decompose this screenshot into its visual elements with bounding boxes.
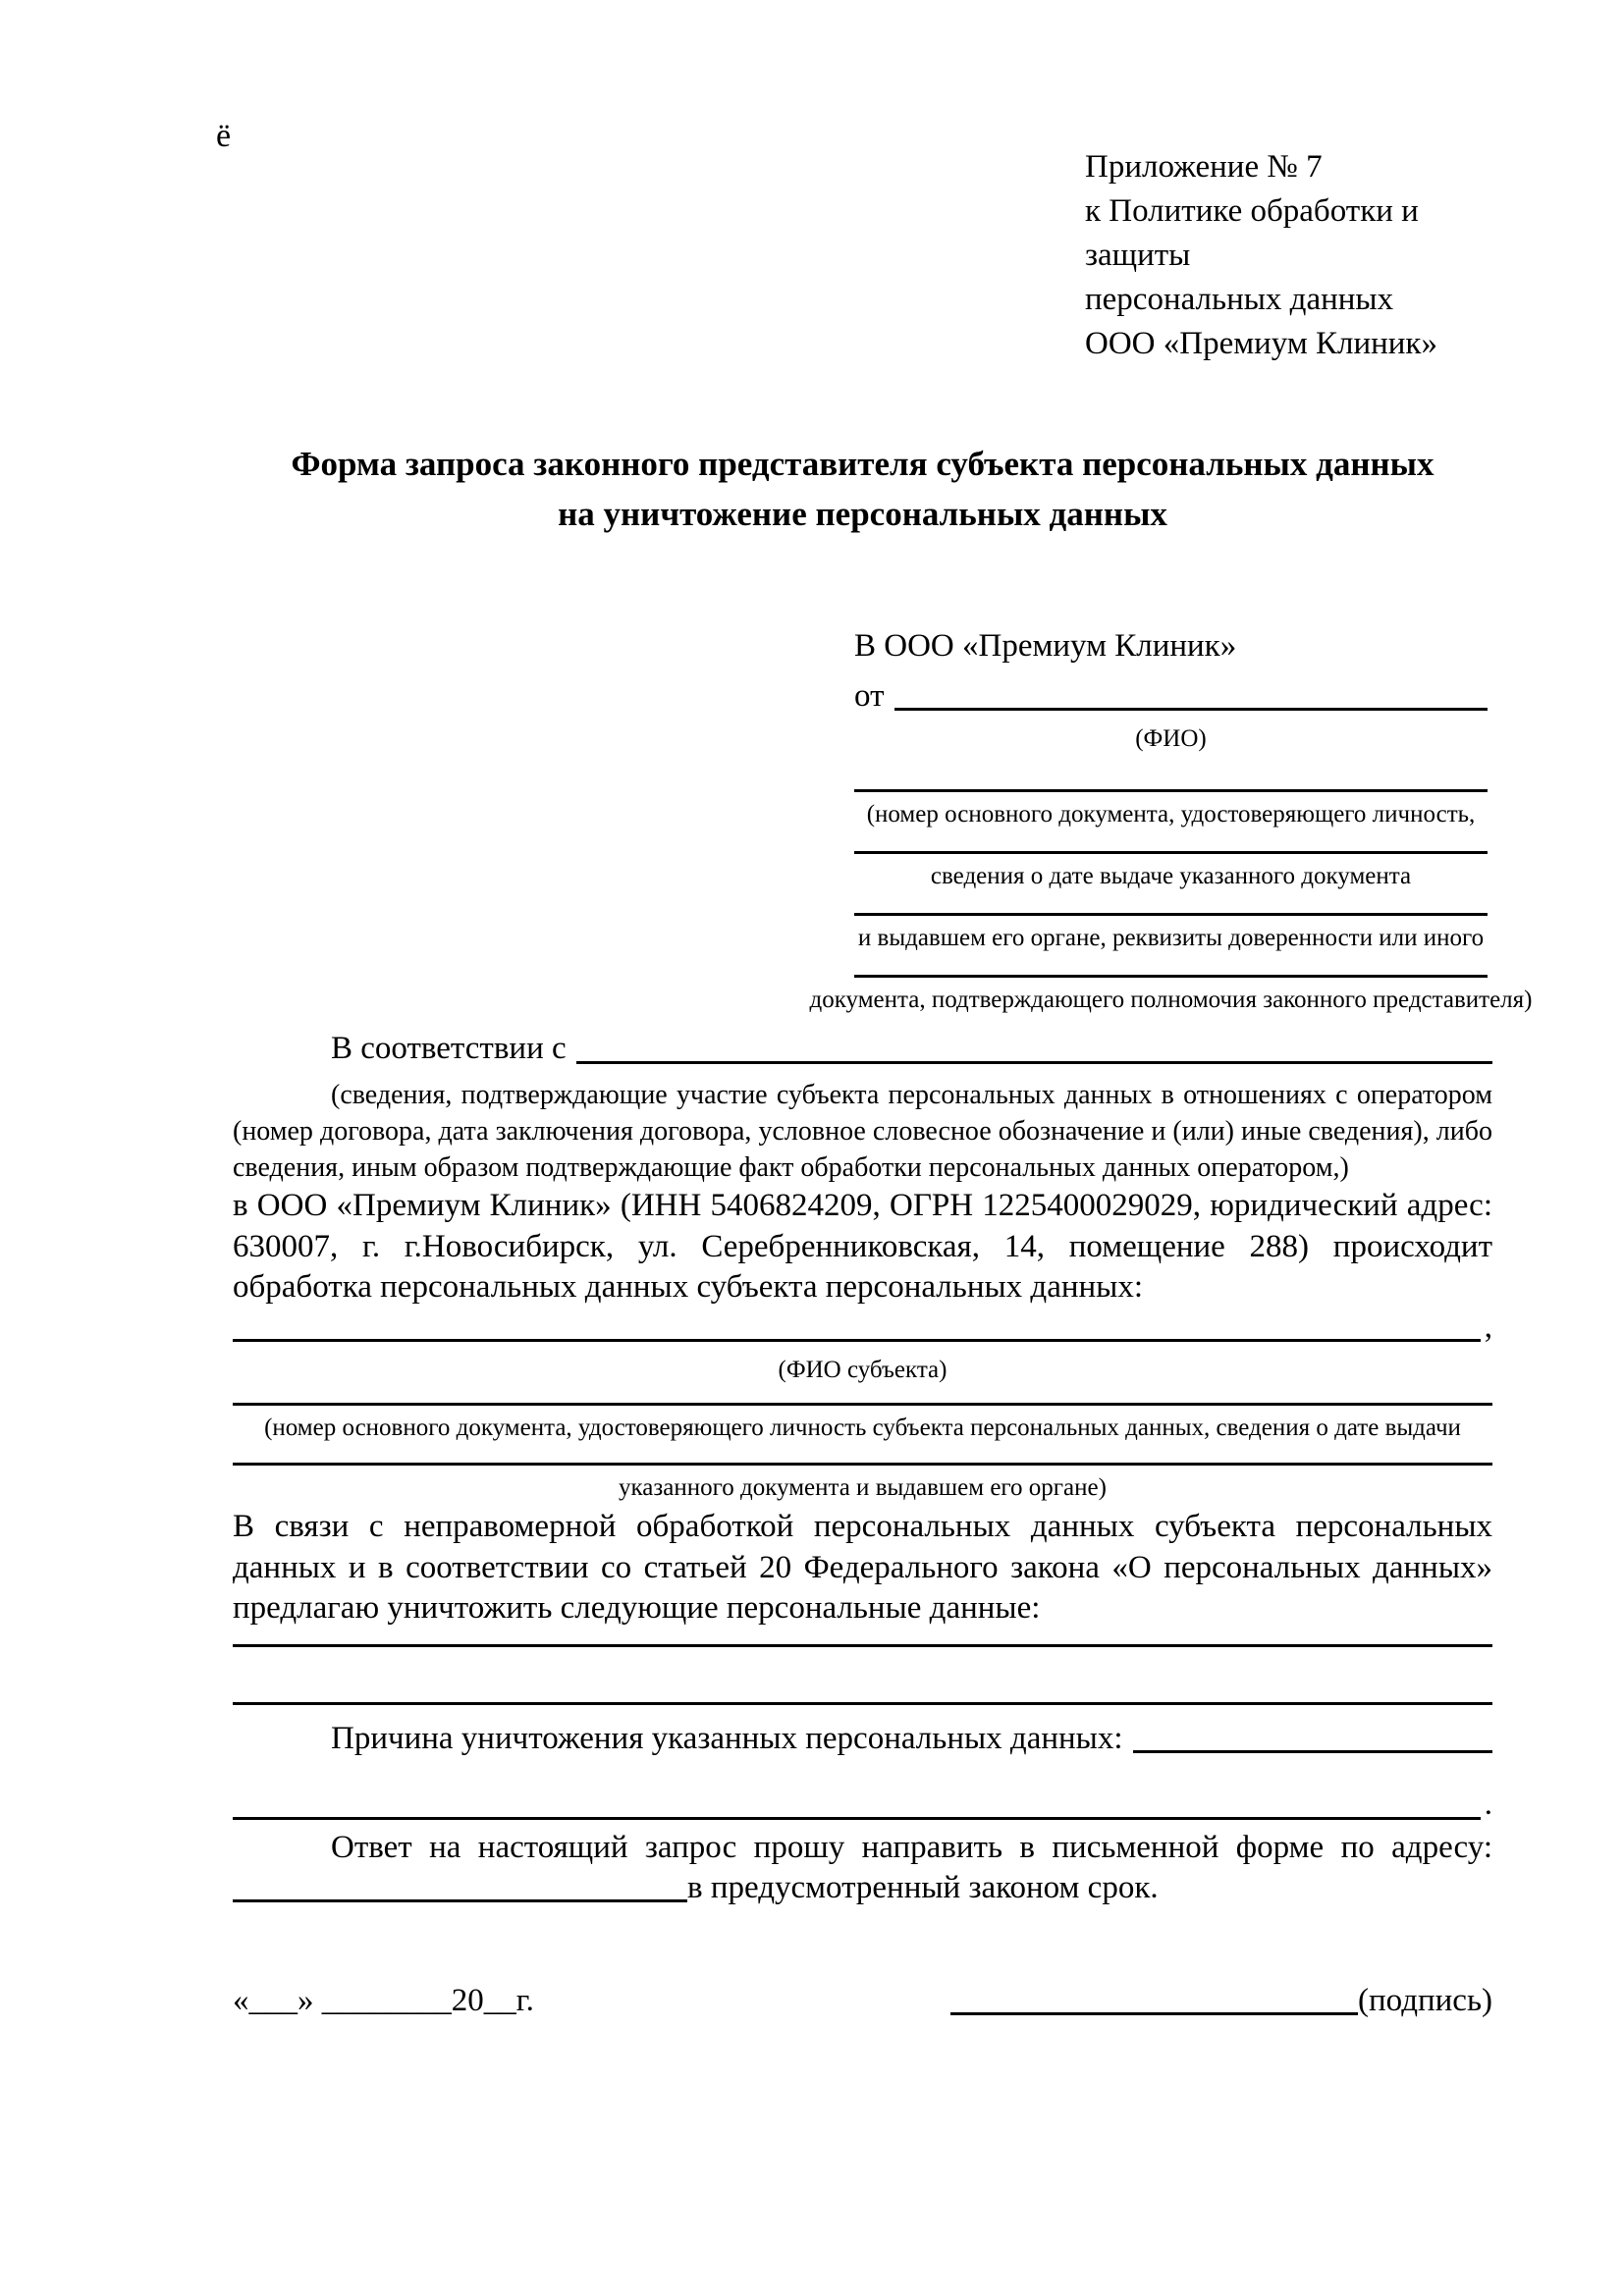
address-blank-line — [233, 1899, 687, 1902]
answer-paragraph: Ответ на настоящий запрос прошу направить в письменной форме по адресу: — [331, 1829, 1492, 1865]
subject-fio-caption: (ФИО субъекта) — [778, 1357, 947, 1384]
doc-caption-4: документа, подтверждающего полномочия законного представителя) — [809, 987, 1533, 1014]
addressee-to-line: В ООО «Премиум Клиник» — [854, 627, 1237, 664]
doc-caption-2: сведения о дате выдаче указанного документа — [930, 863, 1412, 890]
fio-caption: (ФИО) — [1135, 725, 1207, 753]
answer-tail-text: в предусмотренный законом срок. — [687, 1869, 1159, 1905]
from-blank-line — [894, 708, 1489, 711]
reason-continuation-row — [233, 1785, 1492, 1825]
subject-fio-blank-line — [233, 1339, 1481, 1342]
blank-line-doc-authority — [854, 975, 1488, 978]
signature-caption: (подпись) — [1358, 1983, 1492, 2019]
form-title-line-2: на уничтожение персональных данных — [558, 495, 1167, 534]
accordance-row — [233, 1029, 1492, 1069]
subject-fio-row — [233, 1308, 1492, 1348]
appendix-line-4: ООО «Премиум Клиник» — [1085, 325, 1437, 361]
blank-line-doc-issuer — [854, 913, 1488, 916]
addressee-block — [809, 626, 1533, 1016]
accordance-lead: В соответствии с — [331, 1031, 567, 1067]
from-label: от — [854, 678, 885, 715]
subject-doc-blank-line-1 — [233, 1403, 1492, 1406]
reason-blank-line — [1133, 1750, 1492, 1753]
appendix-line-1: Приложение № 7 — [1085, 149, 1323, 185]
form-title — [233, 440, 1492, 540]
reason-blank-line-2 — [233, 1817, 1481, 1820]
subject-doc-blank-line-2 — [233, 1463, 1492, 1466]
appendix-block — [1085, 145, 1492, 365]
destroy-blank-line-1 — [233, 1644, 1492, 1647]
subject-fio-comma: , — [1484, 1309, 1492, 1346]
date-placeholder: «___» ________20__г. — [233, 1983, 534, 2019]
form-title-line-1: Форма запроса законного представителя субъекта персональных данных — [291, 445, 1435, 484]
reason-period: . — [1484, 1787, 1492, 1823]
subject-doc-caption-1: (номер основного документа, удостоверяющего личность субъекта персональных данных, сведения о дате выдачи — [264, 1415, 1461, 1442]
signature-blank-line — [950, 2012, 1358, 2015]
answer-tail-row — [233, 1868, 1492, 1908]
subject-doc-caption-2: указанного документа и выдавшем его органе) — [619, 1474, 1107, 1502]
blank-line-doc-number — [854, 789, 1488, 792]
reason-lead: Причина уничтожения указанных персональных данных: — [331, 1721, 1123, 1757]
doc-caption-1: (номер основного документа, удостоверяющего личность, — [866, 801, 1476, 828]
footer-row — [233, 1981, 1492, 2021]
blank-line-doc-date — [854, 851, 1488, 854]
accordance-note: (сведения, подтверждающие участие субъекта персональных данных в отношениях с оператором (номер договора, дата заключения договора, условное словесное обозначение и (или) иные сведения), либо сведения, иным образом подтверждающие факт обработки персональных данных оператором,) — [233, 1079, 1492, 1183]
accordance-blank-line — [576, 1061, 1492, 1064]
signature-group — [950, 1981, 1492, 2021]
destroy-blank-line-2 — [233, 1702, 1492, 1705]
appendix-line-3: персональных данных — [1085, 281, 1394, 317]
document-content — [233, 0, 1533, 2021]
destroy-paragraph: В связи с неправомерной обработкой персональных данных субъекта персональных данных и в соответствии со статьей 20 Федерального закона «О персональных данных» предлагаю уничтожить следующие персональные данные: — [233, 1509, 1492, 1626]
from-row — [854, 676, 1488, 717]
appendix-line-2: к Политике обработки и защиты — [1085, 192, 1419, 273]
reason-row — [233, 1719, 1492, 1759]
stray-character: ё — [216, 118, 232, 154]
operator-paragraph: в ООО «Премиум Клиник» (ИНН 5406824209, ОГРН 1225400029029, юридический адрес: 630007, г. г.Новосибирск, ул. Серебренниковская, 14, помещение 288) происходит обработка персональных данных субъекта персональных данных: — [233, 1188, 1492, 1305]
doc-caption-3: и выдавшем его органе, реквизиты доверенности или иного — [857, 925, 1485, 952]
